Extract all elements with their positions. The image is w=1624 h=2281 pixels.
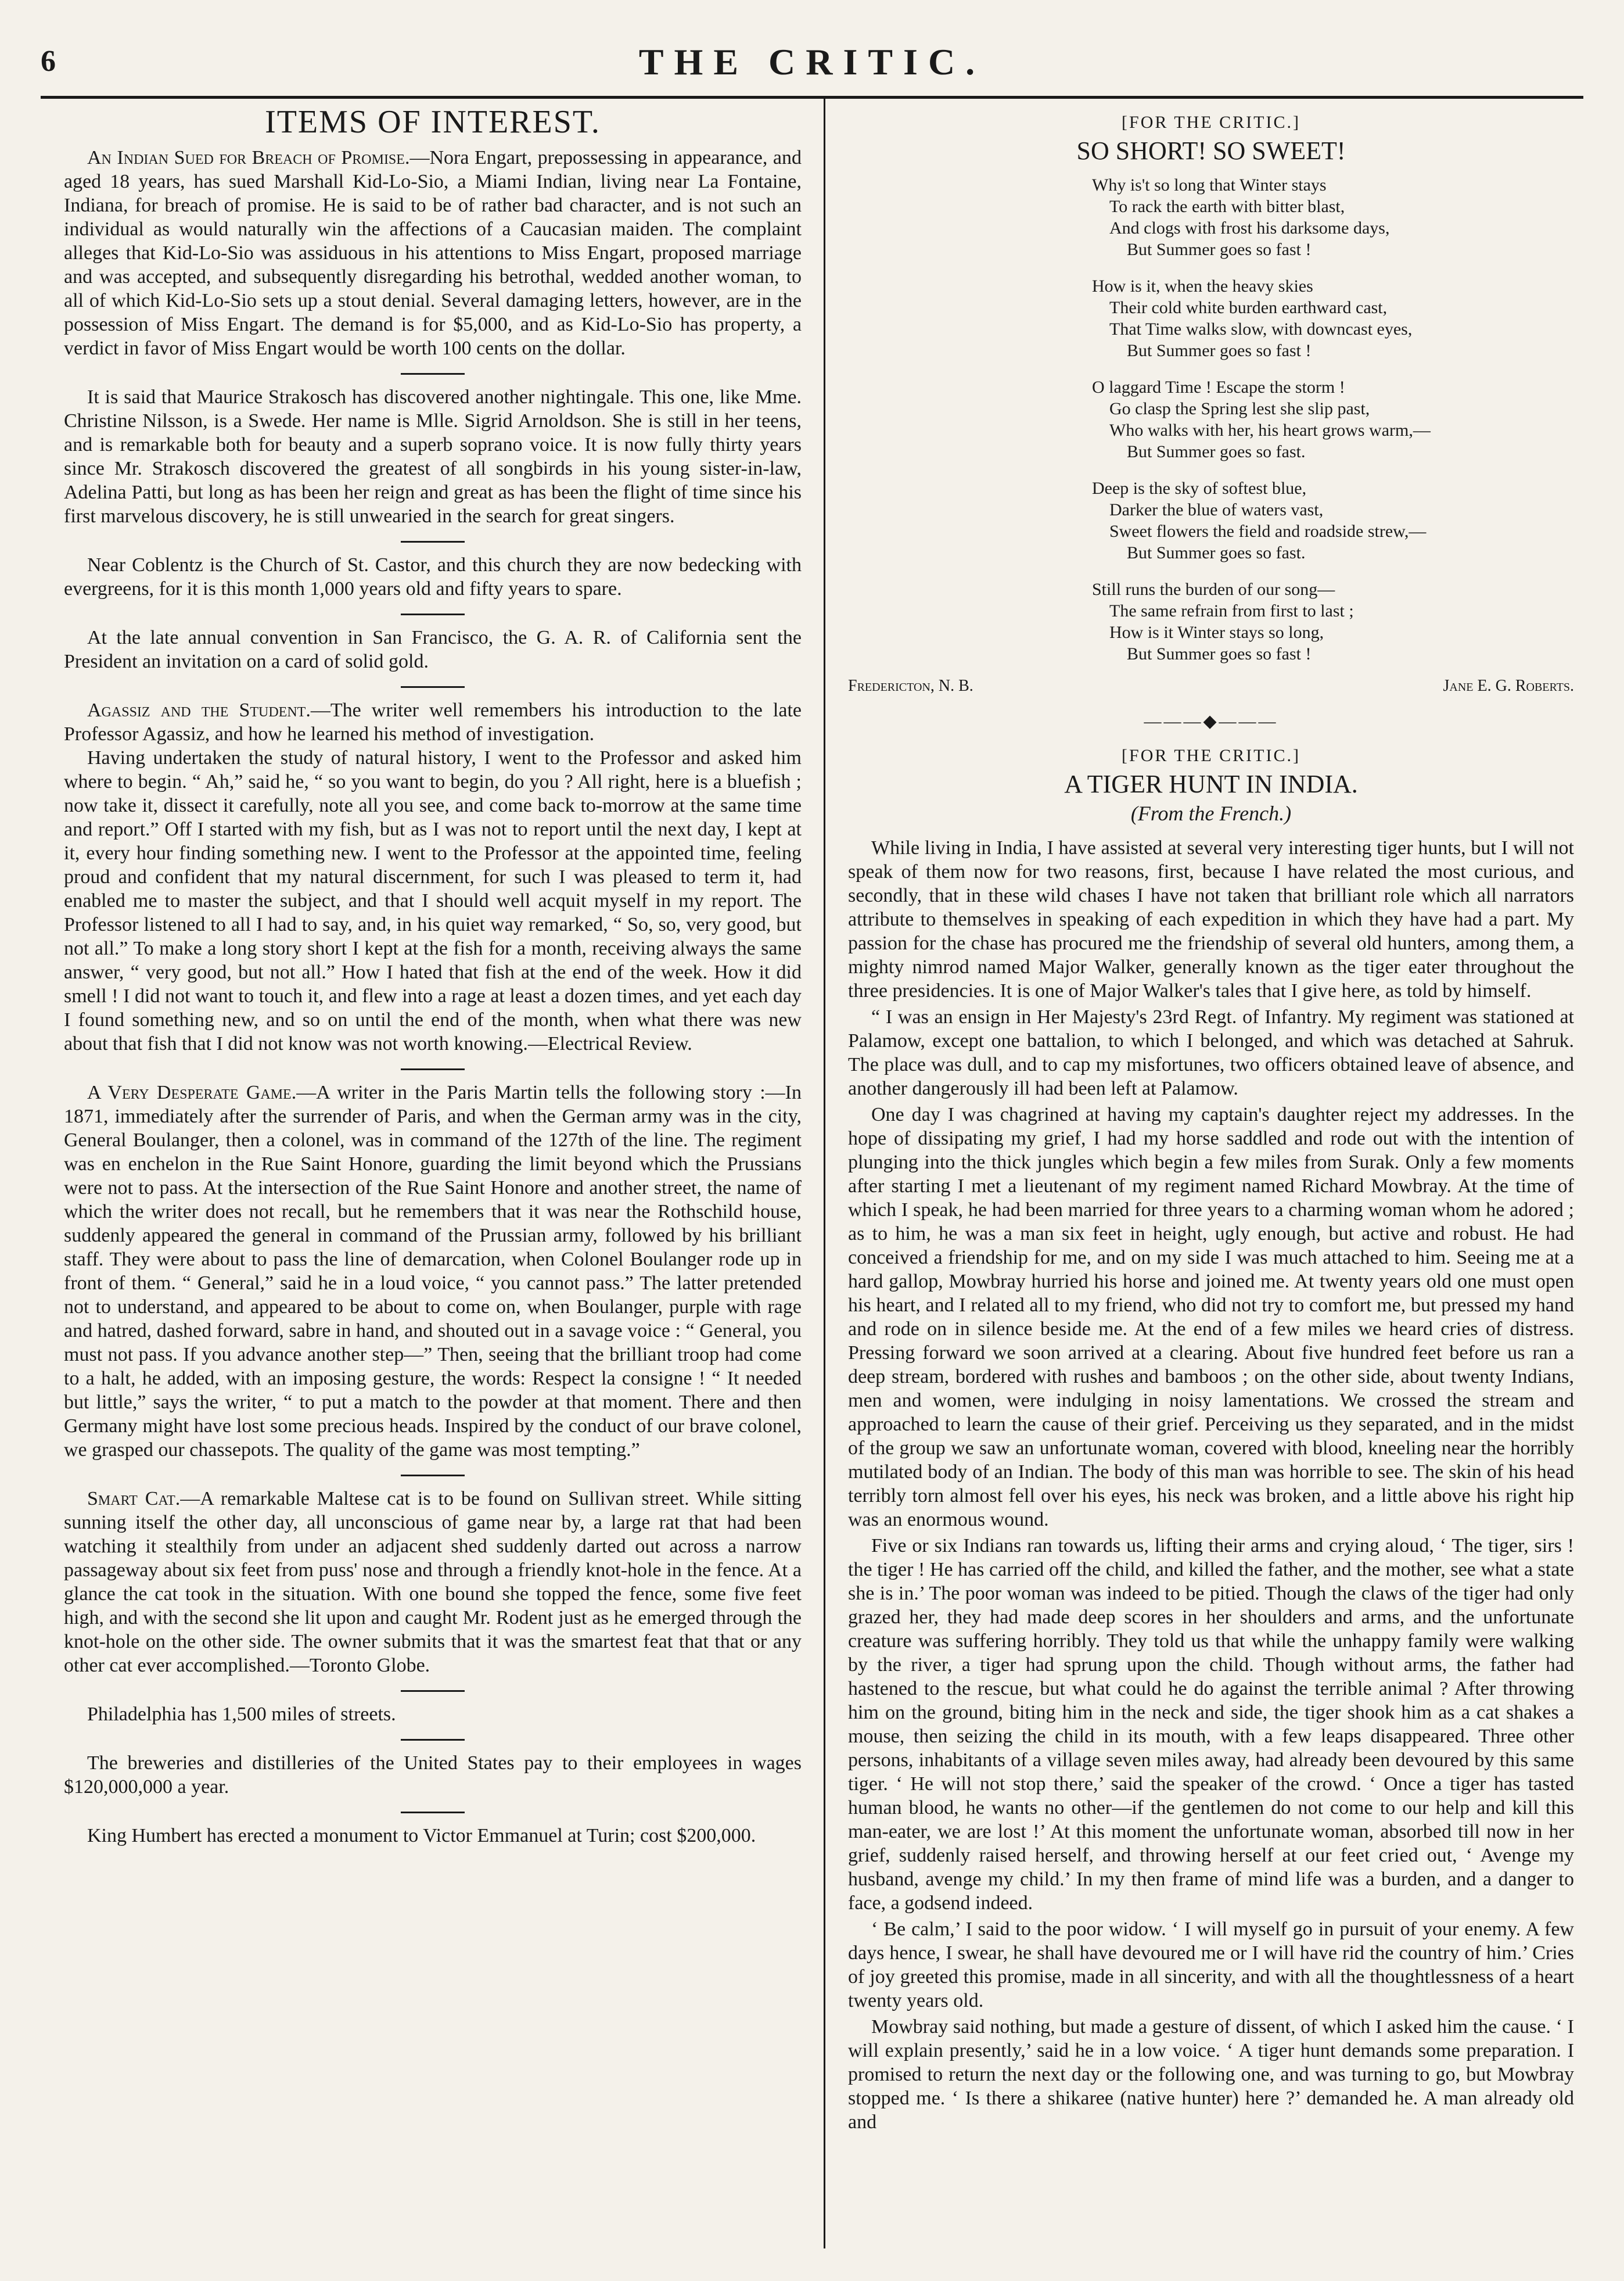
news-item bbox=[64, 1081, 802, 1462]
poem-line: How is it, when the heavy skies bbox=[1092, 277, 1313, 296]
poem-line: The same refrain from first to last ; bbox=[1109, 601, 1354, 621]
item-divider bbox=[401, 1812, 465, 1813]
poem-line: But Summer goes so fast ! bbox=[1127, 644, 1312, 664]
poem-line: Who walks with her, his heart grows warm,— bbox=[1109, 421, 1431, 440]
ornament-divider: ———◆——— bbox=[1144, 712, 1278, 731]
item-paragraph bbox=[64, 1702, 802, 1726]
poem-line: But Summer goes so fast. bbox=[1127, 442, 1306, 461]
right-column bbox=[848, 110, 1574, 2136]
item-lead: Smart Cat. bbox=[87, 1488, 181, 1509]
poem-line: But Summer goes so fast ! bbox=[1127, 341, 1312, 360]
item-lead: A Very Desperate Game. bbox=[87, 1082, 297, 1103]
item-text: —A writer in the Paris Martin tells the following story :—In 1871, immediately after the surrender of Paris, and when the German army was in the city, General Boulanger, then a colonel, was in command of the 127th of the line. The regiment was en enchelon in the Rue Saint Honore, guarding the limit beyond which the Prussians were not to pass. At the intersection of the Rue Saint Honore and another street, the name of which the writer does not recall, but he remembers that it was near the Rothschild house, suddenly appeared the general in command of the Prussian army, followed by his brilliant staff. They were about to pass the line of demarcation, when Colonel Boulanger rode up in front of them. “ General,” said he in a loud voice, “ you cannot pass.” The latter pretended not to understand, and appeared to be about to come on, when Boulanger, purple with rage and hatred, dashed forward, sabre in hand, and shouted out in a savage voice : “ General, you must not pass. If you advance another step—” Then, seeing that the brilliant troop had come to a halt, he added, with an imposing gesture, the words: Respect la consigne ! “ It needed but little,” says the writer, “ to put a match to the powder at that moment. There and then Germany might have lost some precious heads. Inspired by the conduct of our brave colonel, we grasped our chassepots. The quality of the game was most tempting.” bbox=[64, 1082, 802, 1461]
poem-line: That Time walks slow, with downcast eyes, bbox=[1109, 320, 1413, 339]
news-item bbox=[64, 553, 802, 601]
poem-line: O laggard Time ! Escape the storm ! bbox=[1092, 378, 1345, 397]
news-item bbox=[64, 1487, 802, 1677]
item-divider bbox=[401, 614, 465, 615]
item-divider bbox=[401, 1068, 465, 1070]
item-text: Philadelphia has 1,500 miles of streets. bbox=[87, 1703, 396, 1725]
poem-line: But Summer goes so fast ! bbox=[1127, 240, 1312, 259]
masthead-rule bbox=[41, 96, 1583, 99]
poem-line: How is it Winter stays so long, bbox=[1109, 623, 1324, 642]
item-text: King Humbert has erected a monument to Victor Emmanuel at Turin; cost $200,000. bbox=[87, 1825, 756, 1846]
poem-signature bbox=[848, 674, 1574, 698]
item-paragraph bbox=[64, 1751, 802, 1799]
story-body bbox=[848, 836, 1574, 2134]
news-item bbox=[64, 1751, 802, 1799]
item-paragraph bbox=[64, 746, 802, 1056]
story-paragraph: Mowbray said nothing, but made a gesture of dissent, of which I asked him the cause. ‘ I will explain presently,’ said he in a low voice. ‘ A tiger hunt demands some preparation. I promised to return the next day or the following one, and was turning to go, but Mowbray stopped me. ‘ Is there a shikaree (native hunter) here ?’ demanded he. A man already old and bbox=[848, 2016, 1574, 2133]
item-paragraph bbox=[64, 1487, 802, 1677]
masthead bbox=[41, 41, 1583, 93]
poem-line: Sweet flowers the field and roadside strew,— bbox=[1109, 522, 1427, 541]
item-text: —A remarkable Maltese cat is to be found on Sullivan street. While sitting sunning itself the other day, all unconscious of game near by, a large rat that had been watching it stealthily from under an adjacent shed suddenly darted out across a narrow passageway about six feet from puss' nose and through a friendly knot-hole in the fence. At a glance the cat took in the situation. With one bound she topped the fence, some five feet high, and with the second she lit upon and caught Mr. Rodent just as he emerged through the knot-hole on the other side. The owner submits that it was the smartest feat that that or any other cat ever accomplished.—Toronto Globe. bbox=[64, 1488, 802, 1676]
poem-stanza bbox=[1092, 579, 1574, 665]
poem-place: Fredericton, N. B. bbox=[848, 677, 973, 695]
story-paragraph: “ I was an ensign in Her Majesty's 23rd Regt. of Infantry. My regiment was stationed at Palamow, except one battalion, to which I belonged, and which was detached at Sahruk. The place was dull, and to cap my misfortunes, two officers obtained leave of absence, and another dangerously ill had been left at Palamow. bbox=[848, 1006, 1574, 1099]
item-divider bbox=[401, 373, 465, 375]
story-paragraph: One day I was chagrined at having my captain's daughter reject my addresses. In the hope of dissipating my grief, I had my horse saddled and rode out with the intention of plunging into the thick jungles which begin a few miles from Surak. Only a few moments after starting I met a lieutenant of my regiment named Richard Mowbray. At the time of which I speak, he had been married for three years to a charming woman whom he adored ; as to him, he was a man six feet in height, ugly enough, but active and robust. He had conceived a friendship for me, and on my side I was much attached to him. Seeing me at a hard gallop, Mowbray hurried his horse and joined me. At twenty years old one must open his heart, and I related all to my friend, who did not try to comfort me, but pressed my hand and rode on in silence beside me. At the end of a few miles we heard cries of distress. Pressing forward we soon arrived at a clearing. About five hundred feet before us ran a deep stream, bordered with rushes and bamboos ; on the other side, about twenty Indians, men and women, were indulging in noisy lamentations. We crossed the stream and approached to learn the cause of their grief. Perceiving us they separated, and in the midst of the group we saw an unfortunate woman, covered with blood, kneeling near the horribly mutilated body of an Indian. The body of this man was horrible to see. The skin of his head terribly torn almost fell over his eyes, his neck was broken, and a little above his right hip was an enormous wound. bbox=[848, 1104, 1574, 1530]
poem-line: Still runs the burden of our song— bbox=[1092, 580, 1335, 599]
poem-author: Jane E. G. Roberts. bbox=[1443, 677, 1574, 695]
item-paragraph bbox=[64, 626, 802, 673]
item-lead: An Indian Sued for Breach of Promise. bbox=[87, 147, 410, 168]
page-number: 6 bbox=[41, 45, 56, 78]
item-divider bbox=[401, 1475, 465, 1476]
story-paragraph: While living in India, I have assisted at several very interesting tiger hunts, but I will not speak of them now for two reasons, first, because I have related the most curious, and secondly, that in these wild chases I have not taken that brilliant role which all narrators attribute to themselves in speaking of each expedition in which they have had a part. My passion for the chase has procured me the friendship of several old hunters, among them, a mighty nimrod named Major Walker, generally known as the tiger eater throughout the three presidencies. It is one of Major Walker's tales that I give here, as told by himself. bbox=[848, 837, 1574, 1002]
poem-line: And clogs with frost his darksome days, bbox=[1109, 218, 1390, 238]
items-list bbox=[64, 146, 802, 1848]
section-heading: ITEMS OF INTEREST. bbox=[265, 104, 601, 140]
poem-line: Darker the blue of waters vast, bbox=[1109, 500, 1324, 519]
poem-line: Go clasp the Spring lest she slip past, bbox=[1109, 399, 1370, 418]
item-paragraph bbox=[64, 698, 802, 746]
item-paragraph bbox=[64, 553, 802, 601]
poem-line: To rack the earth with bitter blast, bbox=[1109, 197, 1345, 216]
poem-stanza bbox=[1092, 478, 1574, 564]
item-text: —Nora Engart, prepossessing in appearance, and aged 18 years, has sued Marshall Kid-Lo-Sio, a Miami Indian, living near La Fontaine, Indiana, for breach of promise. He is said to be of rather bad character, and is not such an individual as would naturally win the affections of a Caucasian maiden. The complaint alleges that Kid-Lo-Sio was assiduous in his attentions to Miss Engart, proposed marriage and was accepted, and subsequently disregarding his betrothal, wedded another woman, to all of which Kid-Lo-Sio sets up a stout denial. Several damaging letters, however, are in the possession of Miss Engart. The demand is for $5,000, and as Kid-Lo-Sio has property, a verdict in favor of Miss Engart would be worth 100 cents on the dollar. bbox=[64, 147, 802, 359]
poem-line: But Summer goes so fast. bbox=[1127, 543, 1306, 562]
news-item bbox=[64, 698, 802, 1056]
poem-line: Why is't so long that Winter stays bbox=[1092, 175, 1327, 195]
poem-stanza bbox=[1092, 376, 1574, 462]
poem-line: Deep is the sky of softest blue, bbox=[1092, 479, 1307, 498]
item-paragraph bbox=[64, 1081, 802, 1462]
item-text: At the late annual convention in San Francisco, the G. A. R. of California sent the President an invitation on a card of solid gold. bbox=[64, 627, 802, 672]
news-item bbox=[64, 1824, 802, 1848]
newspaper-title: THE CRITIC. bbox=[638, 41, 986, 83]
item-lead: Agassiz and the Student. bbox=[87, 700, 311, 721]
item-paragraph bbox=[64, 1824, 802, 1848]
news-item bbox=[64, 1702, 802, 1726]
poem-title: SO SHORT! SO SWEET! bbox=[1076, 137, 1346, 165]
story-for-line: [FOR THE CRITIC.] bbox=[1122, 746, 1300, 765]
item-text: It is said that Maurice Strakosch has discovered another nightingale. This one, like Mme. Christine Nilsson, is a Swede. Her name is Mlle. Sigrid Arnoldson. She is still in her teens, and is remarkable both for beauty and a superb soprano voice. It is now fully thirty years since Mr. Strakosch discovered the greatest of all songbirds in his young sister-in-law, Adelina Patti, but long as has been her reign and great as has been the flight of time since his first marvelous discovery, he is still unwearied in the search for great singers. bbox=[64, 386, 802, 527]
item-text: —The writer well remembers his introduction to the late Professor Agassiz, and how he learned his method of investigation. bbox=[64, 700, 802, 745]
item-divider bbox=[401, 1690, 465, 1692]
column-divider bbox=[824, 99, 825, 2248]
item-text: The breweries and distilleries of the United States pay to their employees in wages $120,000,000 a year. bbox=[64, 1752, 802, 1798]
story-paragraph: ‘ Be calm,’ I said to the poor widow. ‘ I will myself go in pursuit of your enemy. A few days hence, I swear, he shall have devoured me or I will have rid the country of him.’ Cries of joy greeted this promise, made in all sincerity, and with all the thoughtlessness of a heart twenty years old. bbox=[848, 1918, 1574, 2011]
item-paragraph bbox=[64, 146, 802, 360]
poem-for-line: [FOR THE CRITIC.] bbox=[1122, 113, 1300, 132]
left-column bbox=[64, 104, 802, 1860]
poem-stanza bbox=[1092, 174, 1574, 260]
item-paragraph bbox=[64, 385, 802, 528]
item-text: Near Coblentz is the Church of St. Castor, and this church they are now bedecking with evergreens, for it is this month 1,000 years old and fifty years to spare. bbox=[64, 554, 802, 600]
item-text: Having undertaken the study of natural history, I went to the Professor and asked him where to begin. “ Ah,” said he, “ so you want to begin, do you ? All right, here is a bluefish ; now take it, dissect it carefully, note all you see, and come back to-morrow at the same time and report.” Off I started with my fish, but as I was not to report until the next day, I kept at it, every hour finding something new. I went to the Professor at the appointed time, feeling proud and confident that my natural discernment, for such I was pleased to term it, had enabled me to master the subject, and that I should well acquit myself in my report. The Professor listened to all I had to say, and, in his quiet way remarked, “ So, so, very good, but not all.” To make a long story short I kept at the fish for a month, receiving always the same answer, “ very good, but not all.” How I hated that fish at the end of the week. How it did smell ! I did not want to touch it, and flew into a rage at least a dozen times, and yet each day I found something new, and so on until the end of the month, when what there was new about that fish that I did not know was not worth knowing.—Electrical Review. bbox=[64, 747, 802, 1055]
story-title: A TIGER HUNT IN INDIA. bbox=[1064, 770, 1358, 798]
item-divider bbox=[401, 541, 465, 543]
poem-line: Their cold white burden earthward cast, bbox=[1109, 298, 1388, 317]
poem-stanzas bbox=[848, 174, 1574, 665]
news-item bbox=[64, 146, 802, 360]
item-divider bbox=[401, 686, 465, 688]
item-divider bbox=[401, 1739, 465, 1741]
poem-stanza bbox=[1092, 275, 1574, 361]
story-subtitle: (From the French.) bbox=[1130, 802, 1292, 825]
news-item bbox=[64, 626, 802, 673]
news-item bbox=[64, 385, 802, 528]
story-paragraph: Five or six Indians ran towards us, lifting their arms and crying aloud, ‘ The tiger, sirs ! the tiger ! He has carried off the child, and killed the father, and the mother, see what a state she is in.’ The poor woman was indeed to be pitied. Though the claws of the tiger had only grazed her, they had made deep scores in her shoulders and arms, and the unfortunate creature was suffering horribly. They told us that while the unhappy family were walking by the river, a tiger had sprung upon the child. Though without arms, the father had hastened to the rescue, but what could he do against the terrible animal ? After throwing him on the ground, biting him in the neck and side, the tiger shook him as a cat shakes a mouse, then seizing the child in its mouth, with a few leaps disappeared. Three other persons, inhabitants of a village seven miles away, had already been devoured by this same tiger. ‘ He will not stop there,’ said the speaker of the crowd. ‘ Once a tiger has tasted human blood, he wants no other—if the gentlemen do not come to our help and kill this man-eater, we are lost !’ At this moment the unfortunate woman, absorbed till now in her grief, suddenly raised herself, and throwing herself at our feet cried out, ‘ Avenge my husband, avenge my child.’ In my then frame of mind life was a burden, and a danger to face, a godsend indeed. bbox=[848, 1535, 1574, 1914]
